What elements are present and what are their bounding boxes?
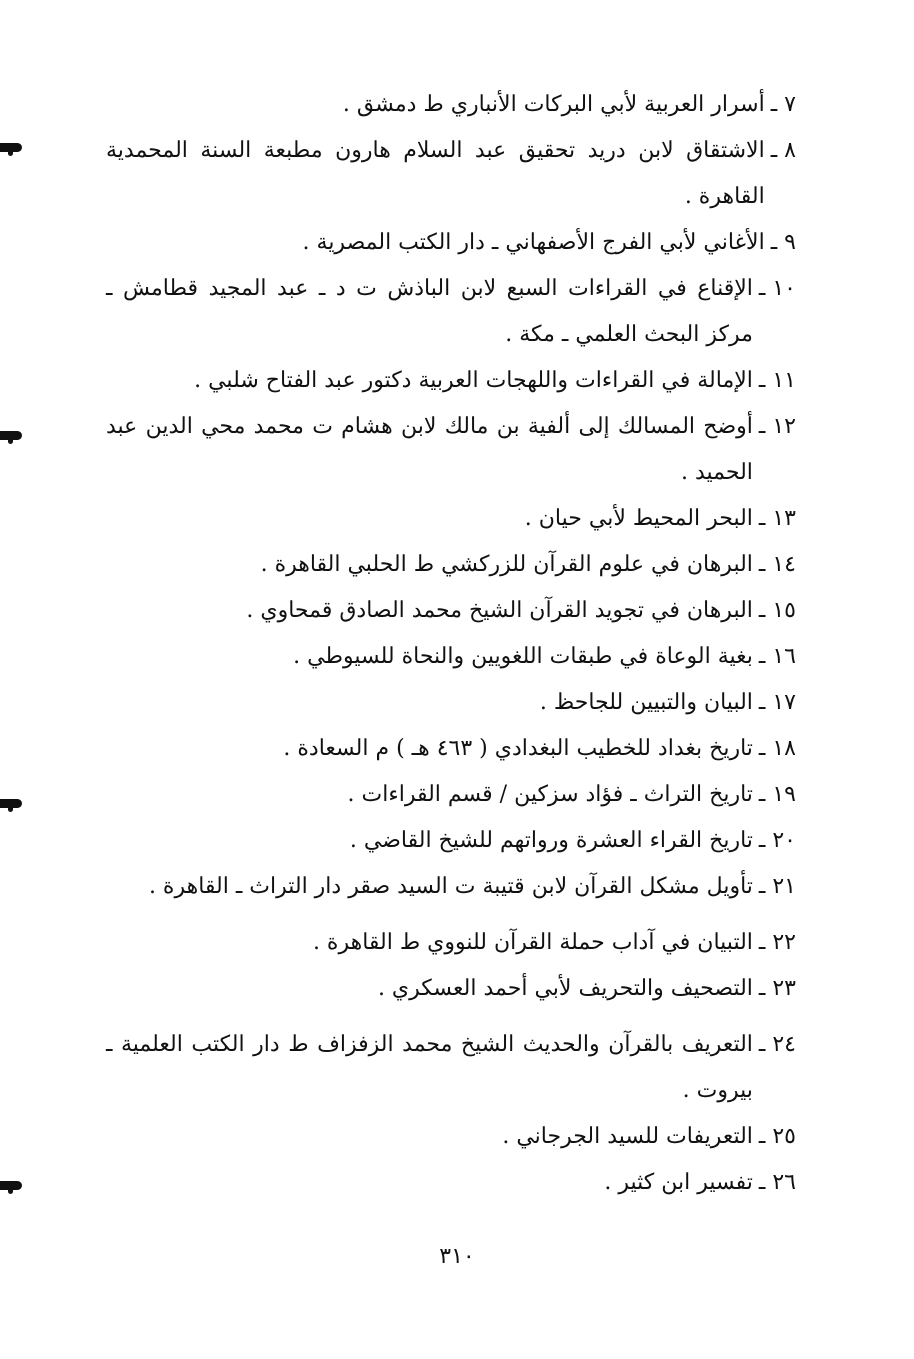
bibliography-entry (106, 1114, 796, 1160)
entry-number: ١٧ ـ (758, 690, 796, 715)
entry-text: التعريف بالقرآن والحديث الشيخ محمد الزفزاف ط دار الكتب العلمية ـ بيروت . (106, 1032, 753, 1103)
bibliography-entry (106, 818, 796, 864)
entry-text: بغية الوعاة في طبقات اللغويين والنحاة للسيوطي . (293, 644, 753, 669)
page-number: ٣١٠ (439, 1244, 475, 1269)
entry-text: التعريفات للسيد الجرجاني . (502, 1124, 753, 1149)
bibliography-entry (106, 588, 796, 634)
entry-text: الاشتقاق لابن دريد تحقيق عبد السلام هارون مطبعة السنة المحمدية القاهرة . (106, 138, 765, 209)
bibliography-entry (106, 358, 796, 404)
margin-mark (0, 799, 22, 808)
bibliography-entry (106, 82, 796, 128)
bibliography-entry (106, 220, 796, 266)
bibliography-entry (106, 1160, 796, 1206)
entry-number: ٢١ ـ (758, 874, 796, 899)
bibliography-entry (106, 404, 796, 496)
entry-text: تفسير ابن كثير . (604, 1170, 753, 1195)
bibliography-entry (106, 966, 796, 1012)
bibliography-entry (106, 542, 796, 588)
entry-text: تأويل مشكل القرآن لابن قتيبة ت السيد صقر دار التراث ـ القاهرة . (148, 874, 753, 899)
entry-number: ١٥ ـ (758, 598, 796, 623)
margin-mark (0, 1181, 22, 1190)
entry-number: ٢٠ ـ (758, 828, 796, 853)
entry-text: البحر المحيط لأبي حيان . (524, 506, 753, 531)
entry-text: تاريخ التراث ـ فؤاد سزكين / قسم القراءات . (347, 782, 753, 807)
entry-text: تاريخ القراء العشرة ورواتهم للشيخ القاضي . (349, 828, 753, 853)
entry-number: ٢٣ ـ (758, 976, 796, 1001)
entry-text: التبيان في آداب حملة القرآن للنووي ط القاهرة . (312, 930, 753, 955)
margin-mark (0, 143, 22, 152)
bibliography-entry (106, 634, 796, 680)
bibliography-entry (106, 726, 796, 772)
entry-text: البرهان في علوم القرآن للزركشي ط الحلبي القاهرة . (260, 552, 753, 577)
entry-number: ٢٢ ـ (758, 930, 796, 955)
bibliography-entry (106, 496, 796, 542)
entry-text: البيان والتبيين للجاحظ . (539, 690, 753, 715)
entry-number: ١٣ ـ (758, 506, 796, 531)
bibliography-entry (106, 680, 796, 726)
bibliography-entry (106, 1022, 796, 1114)
bibliography-entry (106, 266, 796, 358)
entry-number: ٢٥ ـ (758, 1124, 796, 1149)
entry-text: أوضح المسالك إلى ألفية بن مالك لابن هشام ت محمد محي الدين عبد الحميد . (106, 414, 753, 485)
entry-number: ١٤ ـ (758, 552, 796, 577)
entry-number: ٢٤ ـ (758, 1032, 796, 1057)
entry-text: الإمالة في القراءات واللهجات العربية دكتور عبد الفتاح شلبي . (194, 368, 753, 393)
entry-number: ٨ ـ (770, 138, 796, 163)
entry-text: التصحيف والتحريف لأبي أحمد العسكري . (377, 976, 753, 1001)
entry-number: ١٠ ـ (758, 276, 796, 301)
entry-number: ٧ ـ (770, 92, 796, 117)
bibliography-entry (106, 128, 796, 220)
entry-text: البرهان في تجويد القرآن الشيخ محمد الصادق قمحاوي . (246, 598, 753, 623)
bibliography-list (106, 82, 796, 1206)
entry-number: ١٦ ـ (758, 644, 796, 669)
entry-number: ٢٦ ـ (758, 1170, 796, 1195)
entry-number: ١٩ ـ (758, 782, 796, 807)
entry-number: ٩ ـ (770, 230, 796, 255)
entry-text: أسرار العربية لأبي البركات الأنباري ط دمشق . (342, 92, 765, 117)
bibliography-entry (106, 772, 796, 818)
entry-number: ١١ ـ (758, 368, 796, 393)
margin-mark (0, 431, 22, 440)
bibliography-entry (106, 864, 796, 910)
entry-text: الإقناع في القراءات السبع لابن الباذش ت د ـ عبد المجيد قطامش ـ مركز البحث العلمي ـ مكة . (106, 276, 753, 347)
entry-number: ١٨ ـ (758, 736, 796, 761)
entry-text: الأغاني لأبي الفرج الأصفهاني ـ دار الكتب المصرية . (302, 230, 765, 255)
entry-text: تاريخ بغداد للخطيب البغدادي ( ٤٦٣ هـ ) م السعادة . (283, 736, 753, 761)
entry-number: ١٢ ـ (758, 414, 796, 439)
bibliography-entry (106, 920, 796, 966)
